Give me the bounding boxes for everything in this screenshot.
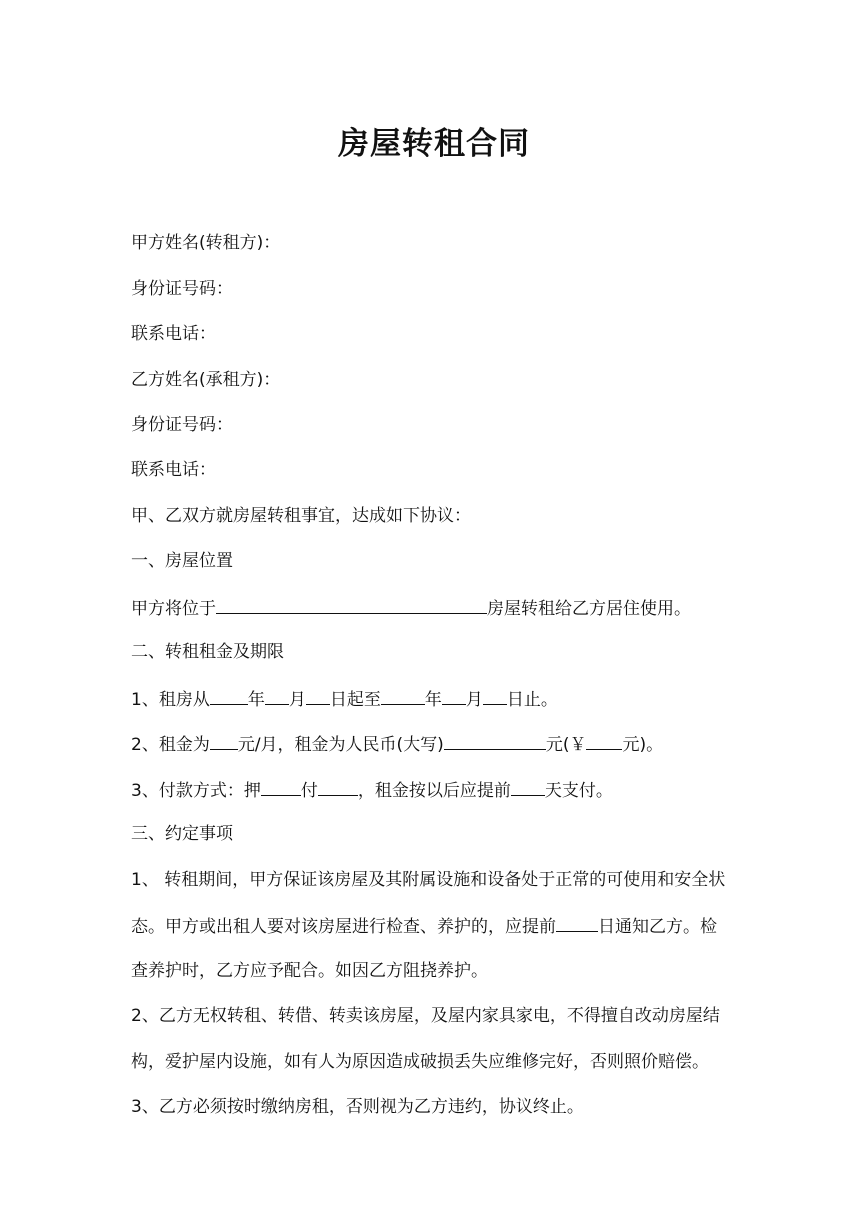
section-2-item-2: [131, 731, 663, 757]
notify-text: 日通知乙方。检: [598, 917, 717, 937]
year-label-2: 年: [424, 690, 442, 710]
pay-blank: [318, 777, 358, 796]
section-3-item-2-line-1: 2、乙方无权转租、转借、转卖该房屋，及屋内家具家电，不得擅自改动房屋结: [131, 1006, 720, 1026]
end-day-blank: [483, 686, 507, 705]
month-label-2: 月: [465, 690, 483, 710]
term-start-label: 1、租房从: [131, 690, 210, 710]
days-pay-label: 天支付。: [544, 781, 613, 801]
rent-label: 2、租金为: [131, 735, 210, 755]
term-end-label: 日止。: [506, 690, 558, 710]
deposit-blank: [261, 777, 301, 796]
advance-label: ，租金按以后应提前: [357, 781, 511, 801]
party-b-phone-label: 联系电话：: [131, 460, 216, 480]
section-2-item-1: [131, 686, 558, 712]
party-a-name-label: 甲方姓名(转租方)：: [131, 233, 281, 253]
section-1-location-line: [131, 595, 691, 621]
rent-amount-blank: [210, 731, 238, 750]
rent-yuan-label: 元(￥: [545, 735, 587, 755]
party-b-name-label: 乙方姓名(承租方)：: [131, 370, 281, 390]
location-text-before: 甲方将位于: [131, 599, 216, 619]
end-year-blank: [381, 686, 425, 705]
section-3-item-3: 3、乙方必须按时缴纳房租，否则视为乙方违约，协议终止。: [131, 1097, 584, 1117]
section-2-item-3: [131, 777, 613, 803]
start-day-blank: [306, 686, 330, 705]
inspection-notice-text: 态。甲方或出租人要对该房屋进行检查、养护的，应提前: [131, 917, 556, 937]
deposit-label: 3、付款方式：押: [131, 781, 261, 801]
section-1-heading: 一、房屋位置: [131, 551, 233, 571]
section-3-item-1-line-3: 查养护时，乙方应予配合。如因乙方阻挠养护。: [131, 961, 488, 981]
section-3-item-1-line-1: 1、 转租期间，甲方保证该房屋及其附属设施和设备处于正常的可使用和安全状: [131, 870, 726, 890]
term-until-label: 日起至: [329, 690, 381, 710]
rent-end-label: 元)。: [622, 735, 664, 755]
party-b-id-label: 身份证号码：: [131, 415, 233, 435]
party-a-phone-label: 联系电话：: [131, 324, 216, 344]
section-2-heading: 二、转租租金及期限: [131, 642, 284, 662]
location-text-after: 房屋转租给乙方居住使用。: [487, 599, 691, 619]
agreement-intro: 甲、乙双方就房屋转租事宜，达成如下协议：: [131, 506, 471, 526]
location-blank: [216, 595, 487, 614]
section-3-item-2-line-2: 构，爱护屋内设施，如有人为原因造成破损丢失应维修完好，否则照价赔偿。: [131, 1052, 709, 1072]
rent-uppercase-label: 元/月，租金为人民币(大写): [237, 735, 444, 755]
rent-uppercase-blank: [444, 731, 546, 750]
document-title: 房屋转租合同: [338, 126, 530, 162]
pay-label: 付: [300, 781, 318, 801]
party-a-id-label: 身份证号码：: [131, 279, 233, 299]
section-3-heading: 三、约定事项: [131, 824, 233, 844]
rent-numeric-blank: [586, 731, 622, 750]
month-label: 月: [288, 690, 306, 710]
start-month-blank: [265, 686, 289, 705]
notice-days-blank: [556, 913, 598, 932]
advance-days-blank: [511, 777, 545, 796]
end-month-blank: [442, 686, 466, 705]
section-3-item-1-line-2: [131, 913, 717, 939]
year-label: 年: [247, 690, 265, 710]
start-year-blank: [210, 686, 248, 705]
